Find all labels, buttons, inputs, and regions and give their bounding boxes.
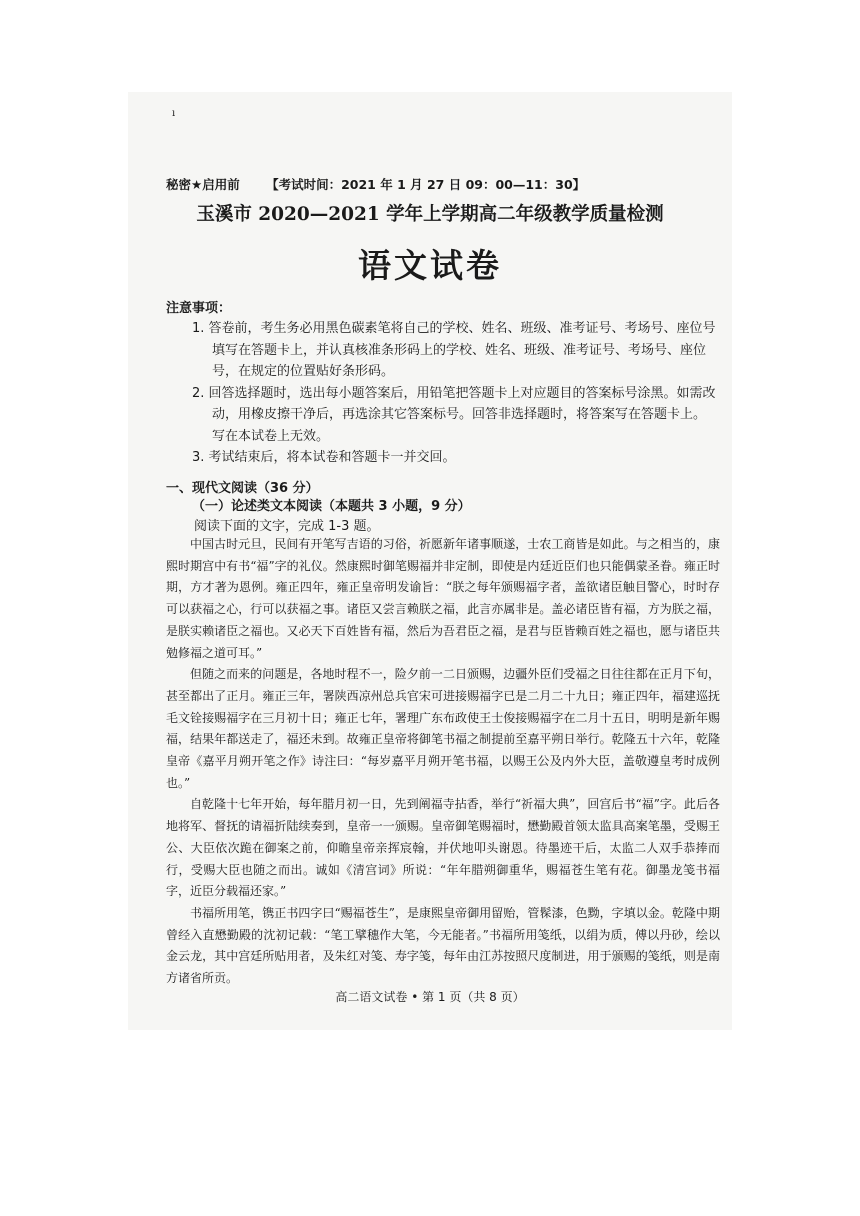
notice-heading: 注意事项： xyxy=(166,301,232,316)
passage-paragraph: 自乾隆十七年开始，每年腊月初一日，先到阐福寺拈香，举行“祈福大典”，回宫后书“福”字。此后各地将军、督抚的请福折陆续奏到，皇帝一一颁赐。皇帝御笔赐福时，懋勤殿首领太监具高案笔墨，受赐王公、大臣依次跪在御案之前，仰瞻皇帝亲挥宸翰，并伏地叩头谢恩。待墨迹干后，太监二人双手恭捧而行，受赐大臣也随之而出。诚如《清宫词》所说：“年年腊朔御重华，赐福苍生笔有花。御墨龙笺书福字，近臣分载福还家。” xyxy=(166,797,720,899)
confidential-label: 秘密★启用前 xyxy=(166,177,240,192)
exam-title: 语文试卷 xyxy=(358,246,502,285)
page-mark: ı xyxy=(172,108,176,119)
passage-paragraph: 中国古时元旦，民间有开笔写吉语的习俗，祈愿新年诸事顺遂，士农工商皆是如此。与之相当的，康熙时期宫中有书“福”字的礼仪。然康熙时御笔赐福并非定制，即使是内廷近臣们也只能偶蒙圣眷。雍正时期，方才著为恩例。雍正四年，雍正皇帝明发谕旨：“朕之每年颁赐福字者，盖欲诸臣触目警心，时时存可以获福之心，行可以获福之事。诸臣又尝言赖朕之福，此言亦属非是。盖必诸臣皆有福，方为朕之福，是朕实赖诸臣之福也。又必天下百姓皆有福，然后为吾君臣之福，是君与臣皆赖百姓之福也，愿与诸臣共勉修福之道可耳。” xyxy=(166,537,720,660)
subsection-title: （一）论述类文本阅读（本题共 3 小题，9 分） xyxy=(192,499,471,514)
exam-time: 【考试时间：2021 年 1 月 27 日 09：00—11：30】 xyxy=(266,177,586,192)
school-title: 玉溪市 2020—2021 学年上学期高二年级教学质量检测 xyxy=(196,204,664,225)
reading-passage xyxy=(166,534,720,990)
section-title: 一、现代文阅读（36 分） xyxy=(166,481,319,496)
exam-header-line xyxy=(166,175,585,193)
notice-item: 2. 回答选择题时，选出每小题答案后，用铅笔把答题卡上对应题目的答案标号涂黑。如需改动，用橡皮擦干净后，再选涂其它答案标号。回答非选择题时，将答案写在答题卡上。写在本试卷上无效。 xyxy=(192,385,716,444)
reading-instruction: 阅读下面的文字，完成 1-3 题。 xyxy=(194,519,380,534)
passage-paragraph: 但随之而来的问题是，各地时程不一，险夕前一二日颁赐，边疆外臣们受福之日往往都在正月下旬，甚至都出了正月。雍正三年，署陕西凉州总兵官宋可进接赐福字已是二月二十九日；雍正四年，福建巡抚毛文铨接赐福字在三月初十日；雍正七年，署理广东布政使王士俊接赐福字在二月十五日，明明是新年赐福，结果年都送走了，福还未到。故雍正皇帝将御笔书福之制提前至嘉平朔日举行。乾隆五十六年，乾隆皇帝《嘉平月朔开笔之作》诗注曰：“每岁嘉平月朔开笔书福，以赐王公及内外大臣，盖敬遵皇考时成例也。” xyxy=(166,667,720,790)
notice-item: 3. 考试结束后，将本试卷和答题卡一并交回。 xyxy=(192,450,456,465)
notice-list xyxy=(192,318,716,469)
page-footer: 高二语文试卷 • 第 1 页（共 8 页） xyxy=(335,990,525,1004)
notice-item: 1. 答卷前，考生务必用黑色碳素笔将自己的学校、姓名、班级、准考证号、考场号、座位号填写在答题卡上，并认真核准条形码上的学校、姓名、班级、准考证号、考场号、座位号，在规定的位置贴好条形码。 xyxy=(192,321,716,379)
passage-paragraph: 书福所用笔，镌正书四字曰“赐福苍生”，是康熙皇帝御用留贻，管髹漆，色黝，字填以金。乾隆中期曾经入直懋勤殿的沈初记载：“笔工擘穗作大笔，今无能者。”书福所用笺纸，以绢为质，傅以丹砂，绘以金云龙，其中宫廷所贴用者，及朱红对笺、寿字笺，每年由江苏按照尺度制进，用于颁赐的笺纸，则是南方诸省所贡。 xyxy=(166,905,720,986)
